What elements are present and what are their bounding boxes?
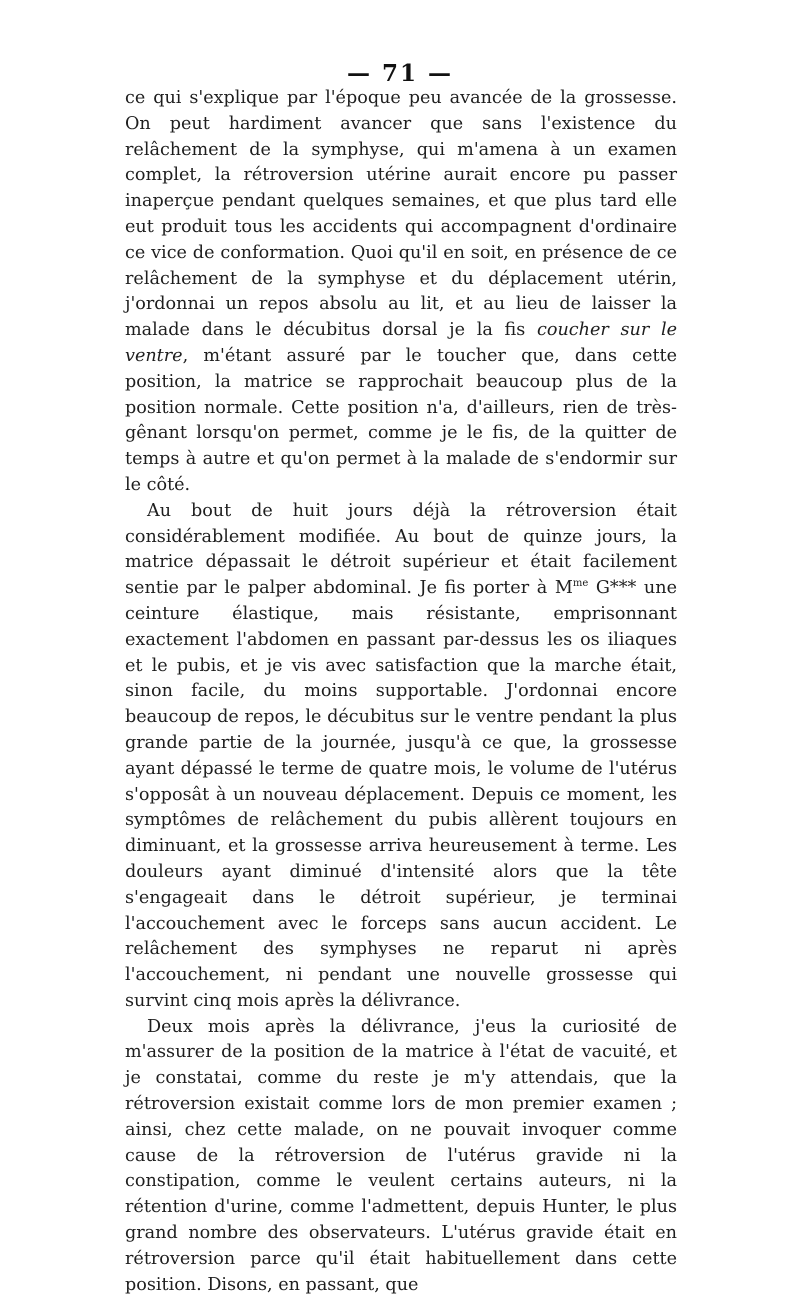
paragraph-1-emphasis: coucher sur le ventre	[125, 320, 677, 366]
paragraph-1	[125, 86, 677, 499]
body-text	[125, 86, 677, 1298]
paragraph-2	[125, 499, 677, 1015]
paragraph-3: Deux mois après la délivrance, j'eus la curiosité de m'assurer de la position de la matrice à l'état de vacuité, et je constatai, comme du reste je m'y attendais, que la rétroversion existait comme lors de mon premier examen ; ainsi, chez cette malade, on ne pouvait invoquer comme cause de la rétroversion de l'utérus gravide ni la constipation, comme le veulent certains auteurs, ni la rétention d'urine, comme l'admettent, depuis Hunter, le plus grand nombre des observateurs. L'utérus gravide était en rétroversion parce qu'il était habituellement dans cette position. Disons, en passant, que	[125, 1016, 677, 1295]
paragraph-2-text: Au bout de huit jours déjà la rétroversion était considérablement modifiée. Au bout de quinze jours, la matrice dépassait le détroit supérieur et était facilement sentie par le palper abdominal. Je fis porter à M	[125, 500, 677, 599]
paragraph-1-text-end: , m'étant assuré par le toucher que, dans cette position, la matrice se rapprochait beaucoup plus de la position normale. Cette position n'a, d'ailleurs, rien de très-gênant lorsqu'on permet, comme je le fis, de la quitter de temps à autre et qu'on permet à la malade de s'endormir sur le côté.	[125, 345, 677, 495]
paragraph-2-superscript: me	[572, 578, 589, 590]
page-number: — 71 —	[346, 60, 454, 87]
paragraph-1-text: ce qui s'explique par l'époque peu avancée de la grossesse. On peut hardiment avancer que sans l'existence du relâchement de la symphyse, qui m'amena à un examen complet, la rétroversion utérine aurait encore pu passer inaperçue pendant quelques semaines, et que plus tard elle eut produit tous les accidents qui accompagnent d'ordinaire ce vice de conformation. Quoi qu'il en soit, en présence de ce relâchement de la symphyse et du déplacement utérin, j'ordonnai un repos absolu au lit, et au lieu de laisser la malade dans le décubitus dorsal je la fis	[125, 88, 677, 341]
paragraph-2-text-end: G*** une ceinture élastique, mais résistante, emprisonnant exactement l'abdomen en passant par-dessus les os iliaques et le pubis, et je vis avec satisfaction que la marche était, sinon facile, du moins supportable. J'ordonnai encore beaucoup de repos, le décubitus sur le ventre pendant la plus grande partie de la journée, jusqu'à ce que, la grossesse ayant dépassé le terme de quatre mois, le volume de l'utérus s'opposât à un nouveau déplacement. Depuis ce moment, les symptômes de relâchement du pubis allèrent toujours en diminuant, et la grossesse arriva heureusement à terme. Les douleurs ayant diminué d'intensité alors que la tête s'engageait dans le détroit supérieur, je terminai l'accouchement avec le forceps sans aucun accident. Le relâchement des symphyses ne reparut ni après l'accouchement, ni pendant une nouvelle grossesse qui survint cinq mois après la délivrance.	[125, 578, 677, 1011]
